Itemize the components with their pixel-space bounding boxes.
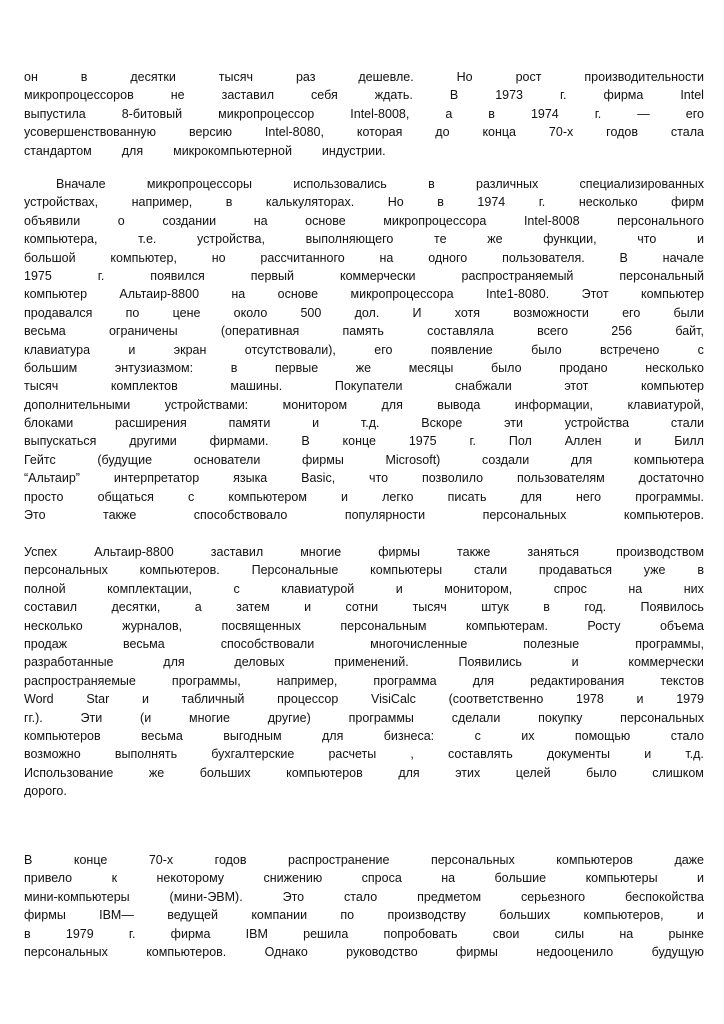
text-line: Использование же больших компьютеров для этих целей было слишком (24, 765, 704, 780)
text-line: персональных компьютеров. Однако руководство фирмы недооценило будущую (24, 944, 704, 959)
text-line: Вначале микропроцессоры использовались в различных специализированных (56, 177, 704, 191)
text-line: он в десятки тысяч раз дешевле. Но рост производительности (24, 70, 704, 84)
text-line: разработанные для деловых применений. Появились и коммерчески (24, 655, 704, 670)
text-line: в 1979 г. фирма IBM решила попробовать свои силы на рынке (24, 926, 704, 941)
text-line: персональных компьютеров. Персональные компьютеры стали продаваться уже в (24, 563, 704, 578)
text-line: микропроцессоров не заставил себя ждать. В 1973 г. фирма Intel (24, 88, 704, 103)
text-line: весьма ограничены (оперативная память составляла всего 256 байт, (24, 324, 704, 339)
text-line: продаж весьма способствовали многочисленные полезные программы, (24, 636, 704, 651)
text-line: объявили о создании на основе микропроцессора Intel-8008 персонального (24, 213, 704, 228)
paragraph-4 (24, 851, 704, 961)
text-line: большой компьютер, но рассчитанного на одного пользователя. В начале (24, 250, 704, 265)
paragraph-3 (24, 543, 704, 800)
text-line: Успех Альтаир-8800 заставил многие фирмы также заняться производством (24, 545, 704, 559)
text-line: клавиатура и экран отсутствовали), его появление было встречено с (24, 342, 704, 357)
text-line: дополнительными устройствами: монитором для вывода информации, клавиатурой, (24, 397, 704, 412)
text-line: гг.). Эти (и многие другие) программы сделали покупку персональных (24, 710, 704, 725)
text-line: просто общаться с компьютером и легко писать для него программы. (24, 489, 704, 504)
text-line: устройствах, например, в калькуляторах. Но в 1974 г. несколько фирм (24, 195, 704, 210)
text-line: выпускаться другими фирмами. В конце 1975 г. Пол Аллен и Билл (24, 434, 704, 449)
text-line: компьютер Альтаир-8800 на основе микропроцессора Inte1-8080. Этот компьютер (24, 287, 704, 302)
text-line: тысяч комплектов машины. Покупатели снабжали этот компьютер (24, 379, 704, 394)
text-line: В конце 70-х годов распространение персональных компьютеров даже (24, 853, 704, 867)
text-line: 1975 г. появился первый коммерчески распространяемый персональный (24, 268, 704, 283)
text-line: возможно выполнять бухгалтерские расчеты , составлять документы и т.д. (24, 747, 704, 762)
text-line: “Альтаир” интерпретатор языка Basic, что позволило пользователям достаточно (24, 471, 704, 486)
paragraph-1 (24, 68, 704, 160)
text-line: продавался по цене около 500 дол. И хотя возможности его были (24, 305, 704, 320)
text-line: дорого. (24, 784, 67, 799)
text-line: распространяемые программы, например, программа для редактирования текстов (24, 673, 704, 688)
text-line: компьютеров весьма выгодным для бизнеса: с их помощью стало (24, 728, 704, 743)
text-line: составил десятки, а затем и сотни тысяч штук в год. Появилось (24, 600, 704, 615)
text-line: Гейтс (будущие основатели фирмы Microsoft) создали для компьютера (24, 452, 704, 467)
text-line: Word Star и табличный процессор VisiCalc (соответственно 1978 и 1979 (24, 692, 704, 707)
text-line: привело к некоторому снижению спроса на большие компьютеры и (24, 871, 704, 886)
text-line: блоками расширения памяти и т.д. Вскоре эти устройства стали (24, 416, 704, 431)
text-line: фирмы IBM— ведущей компании по производству больших компьютеров, и (24, 908, 704, 923)
text-line: мини-компьютеры (мини-ЭВМ). Это стало предметом серьезного беспокойства (24, 889, 704, 904)
text-line: усовершенствованную версию Intel-8080, которая до конца 70-х годов стала (24, 125, 704, 140)
text-line: полной комплектации, с клавиатурой и монитором, спрос на них (24, 581, 704, 596)
text-line: большим энтузиазмом: в первые же месяцы было продано несколько (24, 360, 704, 375)
text-line: Это также способствовало популярности персональных компьютеров. (24, 508, 704, 523)
paragraph-2 (24, 175, 704, 524)
text-line: выпустила 8-битовый микропроцессор Intel-8008, а в 1974 г. — его (24, 106, 704, 121)
text-line: компьютера, т.е. устройства, выполняющего те же функции, что и (24, 232, 704, 247)
text-line: стандартом для микрокомпьютерной индустрии. (24, 143, 386, 158)
text-line: несколько журналов, посвященных персональным компьютерам. Росту объема (24, 618, 704, 633)
